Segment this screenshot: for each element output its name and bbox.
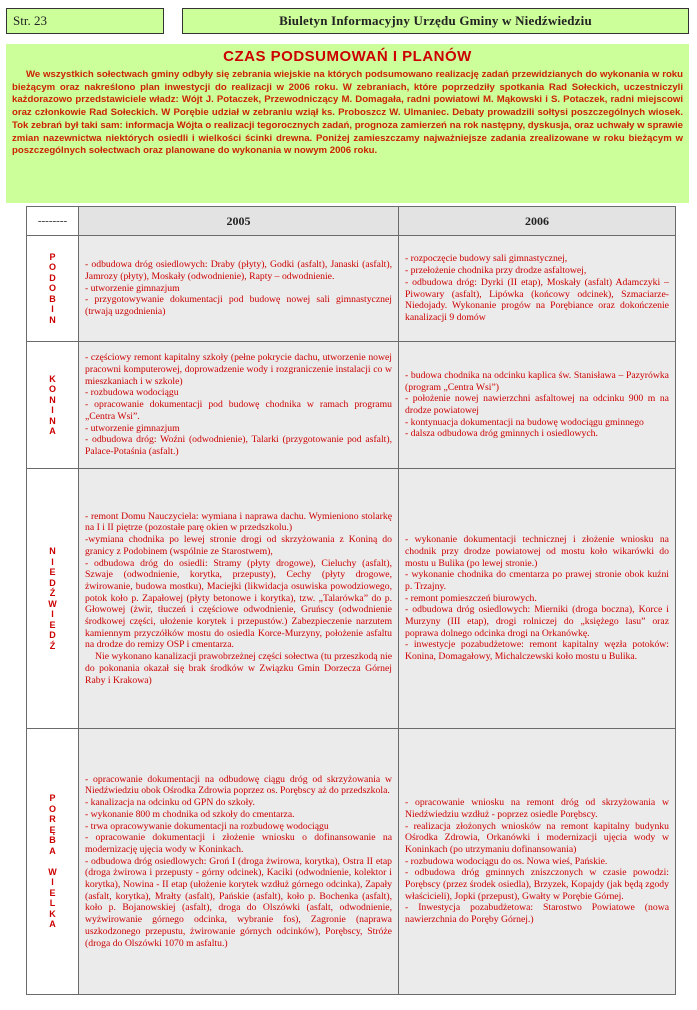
village-letter: Ę — [49, 824, 56, 835]
village-letter: I — [51, 405, 54, 415]
column-header-2006: 2006 — [399, 207, 676, 236]
table-row — [27, 729, 676, 995]
task-item: - remont Domu Nauczyciela: wymiana i naprawa dachu. Wymieniono stolarkę na I i II piętrze (pozostałe parę okien w przedszkolu.) — [85, 510, 392, 534]
task-item: - wykonanie dokumentacji technicznej i złożenie wniosku na chodnik przy drodze powiatowej od mostu koło wikarówki do mostu u Bulika (po lewej stronie.) — [405, 534, 669, 569]
task-item: - rozbudowa wodociągu — [85, 387, 179, 399]
task-item: - trwa opracowywanie dokumentacji na rozbudowę wodociągu — [85, 820, 329, 832]
village-letter: R — [49, 814, 56, 825]
table-row — [27, 342, 676, 469]
village-letter: B — [49, 835, 56, 846]
tasks-2006-cell — [399, 729, 676, 995]
village-letter: D — [49, 630, 56, 640]
village-letter: W — [48, 866, 57, 877]
village-letter: O — [48, 262, 56, 273]
task-item: - opracowanie wniosku na remont dróg od skrzyżowania w Niedźwiedziu wzdłuż - poprzez osiedle Porębscy. — [405, 797, 669, 820]
task-item: - częściowy remont kapitalny szkoły (pełne pokrycie dachu, utworzenie nowej pracowni komputerowej, doprowadzenie wody i rozgraniczenie instalacji co w mieszkaniach i w szkole) — [85, 352, 392, 387]
village-letter: I — [51, 609, 54, 619]
task-item: - opracowanie dokumentacji na odbudowę ciągu dróg od skrzyżowania w Niedźwiedziu obok Ośrodka Zdrowia poprzez os. Porębscy aż do przedszkola. — [85, 773, 392, 797]
tasks-2006-cell — [399, 236, 676, 342]
task-item: - odbudowa dróg osiedlowych: Mierniki (droga boczna), Korce i Murzyny (III etap), drogi rolniczej do „księżego lasu” oraz poprawa dolnego odcinka drogi na Orkanówkę. — [405, 604, 669, 639]
task-item: - przełożenie chodnika przy drodze asfaltowej, — [405, 265, 587, 277]
publication-title-box — [182, 8, 689, 34]
village-letter: P — [49, 793, 56, 804]
village-letter: P — [49, 251, 56, 262]
tasks-2006-cell — [399, 342, 676, 469]
task-item: - położenie nowej nawierzchni asfaltowej na odcinku 900 m na drodze powiatowej — [405, 393, 669, 416]
table-corner: -------- — [27, 207, 79, 236]
task-item: - inwestycje pozabudżetowe: remont kapitalny węzła potoków: Konina, Domagałowy, Michalczewski koło mostu u Bulika. — [405, 639, 669, 663]
village-letter: N — [49, 314, 56, 325]
village-letter: D — [49, 577, 56, 588]
publication-title: Biuletyn Informacyjny Urzędu Gminy w Niedźwiedziu — [279, 13, 592, 28]
village-letter: I — [51, 556, 54, 567]
tasks-table — [26, 206, 676, 995]
page-number: Str. 23 — [13, 13, 47, 28]
article-intro-box — [6, 44, 689, 203]
village-letter — [28, 856, 77, 867]
village-letter: N — [49, 394, 56, 405]
village-name — [27, 729, 79, 995]
village-letter: O — [48, 384, 56, 394]
village-letter: W — [48, 598, 57, 609]
village-letter: O — [48, 283, 56, 294]
village-letter: N — [49, 415, 56, 426]
village-letter: B — [49, 293, 56, 304]
table-body — [27, 236, 676, 995]
village-letter: Ź — [49, 640, 56, 651]
task-item: - Inwestycja pozabudżetowa: Starostwo Powiatowe (nowa nawierzchnia do Poręby Górnej.) — [405, 902, 669, 926]
table-header-row — [27, 207, 676, 236]
tasks-2006-cell — [399, 469, 676, 729]
village-letter: D — [49, 272, 56, 283]
task-item: - odbudowa dróg osiedlowych: Draby (płyty), Godki (asfalt), Janaski (asfalt), Jamrozy (płyty), Moskały (odwodnienie), Rapty – odwodnienie. — [85, 259, 392, 282]
task-item: - odbudowa dróg: Dyrki (II etap), Moskały (asfalt) Adamczyki – Piwowary (asfalt), Lipówka (końcowy odcinek), Szmaciarze-Niedojady. Wykonanie progów na Porębiance oraz dokończenie kanalizacji 9 domów — [405, 276, 669, 323]
task-item: - remont pomieszczeń biurowych. — [405, 592, 537, 604]
task-item: - realizacja złożonych wniosków na remont kapitalny budynku Ośrodka Zdrowia, Orkanówki i modernizacji ujęcia wody w Koninkach (po utrzymaniu dofinansowania) — [405, 820, 669, 855]
tasks-2005-cell — [79, 469, 399, 729]
village-letter: I — [51, 877, 54, 888]
village-letter: O — [48, 803, 56, 814]
task-item: - przygotowywanie dokumentacji pod budowę nowej sali gimnastycznej (trwają uzgodnienia) — [85, 294, 392, 318]
village-letter: A — [49, 845, 56, 856]
village-letter: I — [51, 304, 54, 315]
table-row — [27, 469, 676, 729]
task-item: - odbudowa dróg osiedlowych: Groń I (droga żwirowa, korytka), Ostra II etap (droga żwirowa i przepusty - górny odcinek), Kaciki (odwodnienie, kolektor i korytka), Nowina - II etap (ułożenie korytek wzdłuż górnego odcinka), Zapały (asfalt, korytka), Mrałty (asfalt), Pańskie (asfalt), koło p. Bochenka (asfalt), koło p. Bojanowskiej (asfalt), droga do Olszówki (asfalt, odwodnienie, wyżwirowanie górnego odcinka, wybranie fos), Zagronie (naprawa uszkodzonego przepustu, żwirowanie górnych odcinków), Porębscy, Stróże (droga do Olszówki 1070 m asfaltu.) — [85, 855, 392, 949]
task-item: - dalsza odbudowa dróg gminnych i osiedlowych. — [405, 428, 598, 440]
task-item: - rozbudowa wodociągu do os. Nowa wieś, Pańskie. — [405, 855, 608, 867]
task-item: - wykonanie 800 m chodnika od szkoły do cmentarza. — [85, 808, 295, 820]
task-item: - odbudowa dróg do osiedli: Stramy (płyty drogowe), Cieluchy (asfalt), Szwaje (odwodnienie, korytka, przepusty), Cechy (płyty drogowe, żwirowanie, budowa mostku), Maciejki (likwidacja osuwiska powodziowego, potok koło p. Zapałowej (płyty betonowe i korytka), tzw. „Talarówka” do p. Głowowej (żwir, tłuczeń i częściowe odwodnienie, Gruńscy (odwodnienie środkowej części, ułożenie korytek i przepustów.) Zabezpieczenie narzutem kamiennym przyczółków mostu do osiedla Korce-Murzyny, położenie asfaltu na drodze do remizy OSP i cmentarza. — [85, 557, 392, 651]
village-name — [27, 342, 79, 469]
task-item: - opracowanie dokumentacji pod budowę chodnika w ramach programu „Centra Wsi”. — [85, 399, 392, 422]
village-letter: Ź — [49, 588, 56, 598]
tasks-2005-cell — [79, 236, 399, 342]
task-item: -wymiana chodnika po lewej stronie drogi od skrzyżowania z Koniną do granicy z Podobinem (wspólnie ze Starostwem), — [85, 534, 392, 557]
article-intro-text: We wszystkich sołectwach gminy odbyły się zebrania wiejskie na których podsumowano realizację zadań przewidzianych do wykonania w roku bieżącym oraz nakreślono plan inwestycji do realizacji w 2006 roku. W zebraniach, które poprzedziły spotkania Rad Sołeckich, uczestniczyli każdorazowo przedstawiciele władz: Wójt J. Potaczek, Przewodniczący M. Domagała, radni powiatowi M. Mąkowski i S. Potaczek, radni miejscowi oraz członkowie Rad Sołeckich. W Porębie udział w zebraniu wziął ks. Proboszcz W. Ulmaniec. Debaty prowadzili sołtysi poszczególnych wiosek. Tok zebrań był taki sam: informacja Wójta o realizacji tegorocznych zadań, prognoza zamierzeń na rok następny, dyskusja, oraz uchwały w sprawie zmian nazewnictwa niektórych osiedli i wielkości ścinki drewna. Poniżej zamieszczamy najważniejsze zadania zrealizowane w roku bieżącym w poszczególnych sołectwach oraz planowane do wykonania w nowym 2006 roku. — [12, 69, 683, 157]
task-item: - odbudowa dróg: Woźni (odwodnienie), Talarki (przygotowanie pod asfalt), Palace-Potaśnia (asfalt.) — [85, 434, 392, 457]
task-item: - kontynuacja dokumentacji na budowę wodociągu gminnego — [405, 416, 644, 428]
village-letter: E — [49, 887, 56, 898]
village-letter: A — [49, 919, 56, 930]
task-item: - kanalizacja na odcinku od GPN do szkoły. — [85, 797, 255, 809]
village-letter: E — [49, 567, 56, 577]
village-letter: N — [49, 546, 56, 556]
task-item: - wykonanie chodnika do cmentarza po prawej stronie obok kuźni p. Trzajny. — [405, 569, 669, 592]
article-title: CZAS PODSUMOWAŃ I PLANÓW — [223, 48, 472, 65]
task-item: Nie wykonano kanalizacji prawobrzeżnej części sołectwa (tu przeszkodą nie do pokonania okazał się brak środków w Związku Gmin Dorzecza Górnej Raby i Krakowa) — [85, 651, 392, 686]
task-item: - rozpoczęcie budowy sali gimnastycznej, — [405, 253, 568, 265]
village-letter: A — [49, 426, 56, 436]
village-letter: L — [49, 898, 56, 909]
task-item: - utworzenie gimnazjum — [85, 282, 180, 294]
village-letter: E — [49, 619, 56, 630]
village-name — [27, 469, 79, 729]
table-row — [27, 236, 676, 342]
tasks-2005-cell — [79, 729, 399, 995]
task-item: - odbudowa dróg gminnych zniszczonych w czasie powodzi: Porębscy (przez środek osiedla), Brzyzek, Kopajdy (jak będą zgody właścicieli), Jopki (przepust), Gwałty w Porębie Górnej. — [405, 867, 669, 902]
tasks-2005-cell — [79, 342, 399, 469]
village-letter: K — [49, 908, 56, 919]
village-letter: K — [49, 373, 56, 384]
page-number-box — [6, 8, 164, 34]
village-name — [27, 236, 79, 342]
task-item: - budowa chodnika na odcinku kaplica św. Stanisława – Pazyrówka (program „Centra Wsi”) — [405, 369, 669, 393]
column-header-2005: 2005 — [79, 207, 399, 236]
task-item: - utworzenie gimnazjum — [85, 422, 180, 434]
task-item: - opracowanie dokumentacji i złożenie wniosku o dofinansowanie na modernizację ujęcia wody w Koninkach. — [85, 832, 392, 855]
